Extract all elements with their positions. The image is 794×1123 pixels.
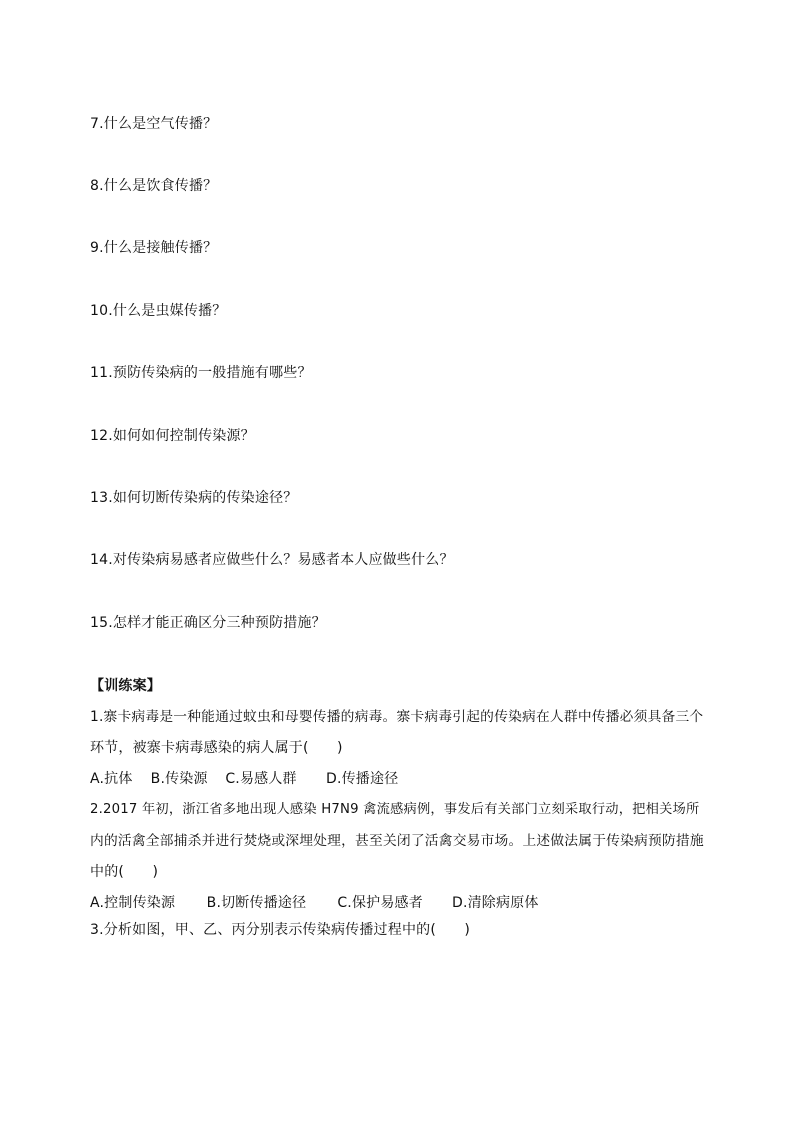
question-9: 9.什么是接触传播？ (90, 240, 218, 256)
training-heading: 【训练案】 (90, 678, 161, 694)
training-q2-line1: 2.2017 年初，浙江省多地出现人感染 H7N9 禽流感病例，事发后有关部门立刻采取行动，把相关场所 (90, 802, 700, 817)
training-q2-options (90, 894, 710, 912)
question-14: 14.对传染病易感者应做些什么？易感者本人应做些什么？ (90, 552, 454, 568)
training-q2-line3: 中的( ) (90, 864, 159, 880)
q2-option-d: D.清除病原体 (451, 895, 539, 911)
question-12: 12.如何如何控制传染源？ (90, 428, 255, 444)
q1-option-d: D.传播途径 (325, 771, 399, 787)
training-q2-line2: 内的活禽全部捕杀并进行焚烧或深埋处理，甚至关闭了活禽交易市场。上述做法属于传染病预防措施 (90, 833, 704, 849)
q2-option-a: A.控制传染源 (90, 895, 176, 911)
question-11: 11.预防传染病的一般措施有哪些？ (90, 365, 312, 381)
question-15: 15.怎样才能正确区分三种预防措施？ (90, 615, 326, 631)
q1-option-b: B.传染源 (150, 771, 208, 787)
training-q3-line1: 3.分析如图，甲、乙、丙分别表示传染病传播过程中的( ) (90, 922, 471, 938)
question-13: 13.如何切断传染病的传染途径？ (90, 490, 298, 506)
q1-option-c: C.易感人群 (225, 771, 297, 787)
question-10: 10.什么是虫媒传播？ (90, 303, 227, 319)
question-8: 8.什么是饮食传播？ (90, 178, 218, 194)
training-q1-options (90, 770, 710, 788)
q2-option-c: C.保护易感者 (337, 895, 423, 911)
q2-option-b: B.切断传播途径 (206, 895, 307, 911)
question-7: 7.什么是空气传播？ (90, 116, 218, 132)
training-q1-line1: 1.寨卡病毒是一种能通过蚊虫和母婴传播的病毒。寨卡病毒引起的传染病在人群中传播必须具备三个 (90, 709, 704, 725)
training-q1-line2: 环节，被寨卡病毒感染的病人属于( ) (90, 740, 343, 756)
q1-option-a: A.抗体 (90, 771, 133, 787)
